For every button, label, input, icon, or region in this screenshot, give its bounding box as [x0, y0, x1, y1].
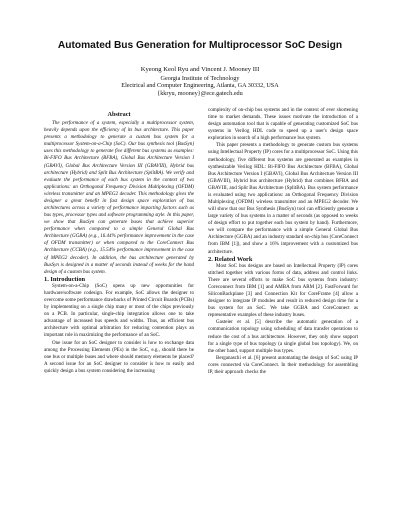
author-block — [0, 66, 400, 97]
affiliation-line-1: Georgia Institute of Technology — [160, 74, 240, 82]
affiliation-line-2: Electrical and Computer Engineering, Atlanta, GA 30332, USA — [121, 82, 279, 90]
related-work-paragraph-3: Berganaschi et al. [6] present automating the design of SoC using IP cores connected via CoreConnect. In their methodology for assembling IP, their approach checks the — [208, 354, 358, 375]
intro-paragraph-3: This paper presents a methodology to generate custom bus systems using Intellectual Property (IP) cores for a multiprocessor SoC. Using this methodology, five different bus systems are generated as examples in synthesizable Verilog HDL: Bi-FIFO Bus Architecture (BFBA), Global Bus Architecture Version I (GBAVI), Global Bus Architecture Version III (GBAVIII), Hybrid bus architecture (Hybrid) that combines BFBA and GBAVIII, and Split Bus Architecture (SplitBA). Bus system performance is evaluated using two applications: an Orthogonal Frequency Division Multiplexing (OFDM) wireless transmitter and an MPEG2 decoder. We will show that our Bus Synthesis (BusSyn) tool can efficiently generate a large variety of bus systems in a matter of seconds (as opposed to weeks of design effort to put together each bus system by hand). Furthermore, we will compare the performance with a simple General Global Bus Architecture (GGBA) and an industry standard on-chip bus (CoreConnect from IBM [1]), and show a 16% improvement with a customized bus architecture. — [208, 142, 358, 255]
intro-paragraph-2: One issue for an SoC designer to consider is how to exchange data among the Processing Elements (PEs) in the SoC, e.g., should there be one bus or multiple buses and where should memory elements be placed? A second issue for an SoC designer to consider is how to easily and quickly design a bus system considering the increasing — [44, 339, 194, 374]
left-column — [44, 111, 194, 375]
related-work-paragraph-2: Gasteier et al. [5] describe the automatic generation of a communication topology using scheduling of data transfer operations to reduce the cost of a bus architecture. However, they only show support for a single type of bus topology (a single global bus topology). We, on the other hand, support multiple bus types. — [208, 319, 358, 354]
intro-continuation: complexity of on-chip bus systems and in the context of ever shortening time to market demands. These issues motivate the introduction of a design automation tool that is capable of generating customized SoC bus systems in Verilog HDL code to speed up a user's design space exploration in search of a high performance bus system. — [208, 107, 358, 142]
abstract-heading: Abstract — [107, 111, 131, 118]
abstract-text: The performance of a system, especially a multiprocessor system, heavily depends upon the efficiency of its bus architecture. This paper presents a methodology to generate a custom bus system for a multiprocessor System-on-a-Chip (SoC). Our bus synthesis tool (BusSyn) uses this methodology to generate five different bus systems as examples: Bi-FIFO Bus Architecture (BFBA), Global Bus Architecture Version I (GBAVI), Global Bus Architecture Version III (GBAVIII), Hybrid bus architecture (Hybrid) and Split Bus Architecture (SplitBA). We verify and evaluate the performance of each bus system in the context of two applications: an Orthogonal Frequency Division Multiplexing (OFDM) wireless transmitter and an MPEG2 decoder. This methodology gives the designer a great benefit in fast design space exploration of bus architectures across a variety of performance impacting factors such as bus types, processor types and software programming style. In this paper, we show that BusSyn can generate buses that achieve superior performance when compared to a simple General Global Bus Architecture (GGBA) (e.g., 16.44% performance improvement in the case of OFDM transmitter) or when compared to the CoreConnect Bus Architecture (CCBA) (e.g., 15.54% performance improvement in the case of MPEG2 decoder). In addition, the bus architecture generated by BusSyn is designed in a matter of seconds instead of weeks for the hand design of a custom bus system. — [44, 120, 194, 275]
paper-title: Automated Bus Generation for Multiprocessor SoC Design — [57, 40, 343, 51]
related-work-paragraph-1: Most SoC bus designs are based on Intellectual Property (IP) cores stitched together with various forms of data, address and control links. There are several efforts to make SoC bus systems from industry: Coreconnect from IBM [1] and AMBA from ARM [2]. FastForward for SiliconBackplane [3] and Connection Kit for CoreFrame [4] allow a designer to integrate IP modules and result in reduced design time for a bus system for an SoC. We take GGBA and CoreConnect as representative examples of these industry buses. — [208, 262, 358, 319]
email-line: {kkryu, mooney}@ece.gatech.edu — [157, 89, 243, 97]
author-names: Kyeong Keol Ryu and Vincent J. Mooney III — [140, 66, 260, 73]
intro-paragraph-1: System-on-a-Chip (SoC) opens up new opportunities for hardware/software codesign. For example, SoC allows the designer to overcome some performance drawbacks of Printed Circuit Boards (PCBs) by implementing on a single chip many or most of the chips previously on a PCB. In particular, single-chip integration allows one to take advantage of increased bus speeds and widths. Thus, an efficient bus architecture with optimal arbitration for reducing contention plays an important role in maximizing the performance of an SoC. — [44, 282, 194, 339]
right-column — [208, 107, 358, 376]
section-2-heading: 2. Related Work — [208, 255, 253, 263]
section-1-heading: 1. Introduction — [44, 275, 86, 283]
